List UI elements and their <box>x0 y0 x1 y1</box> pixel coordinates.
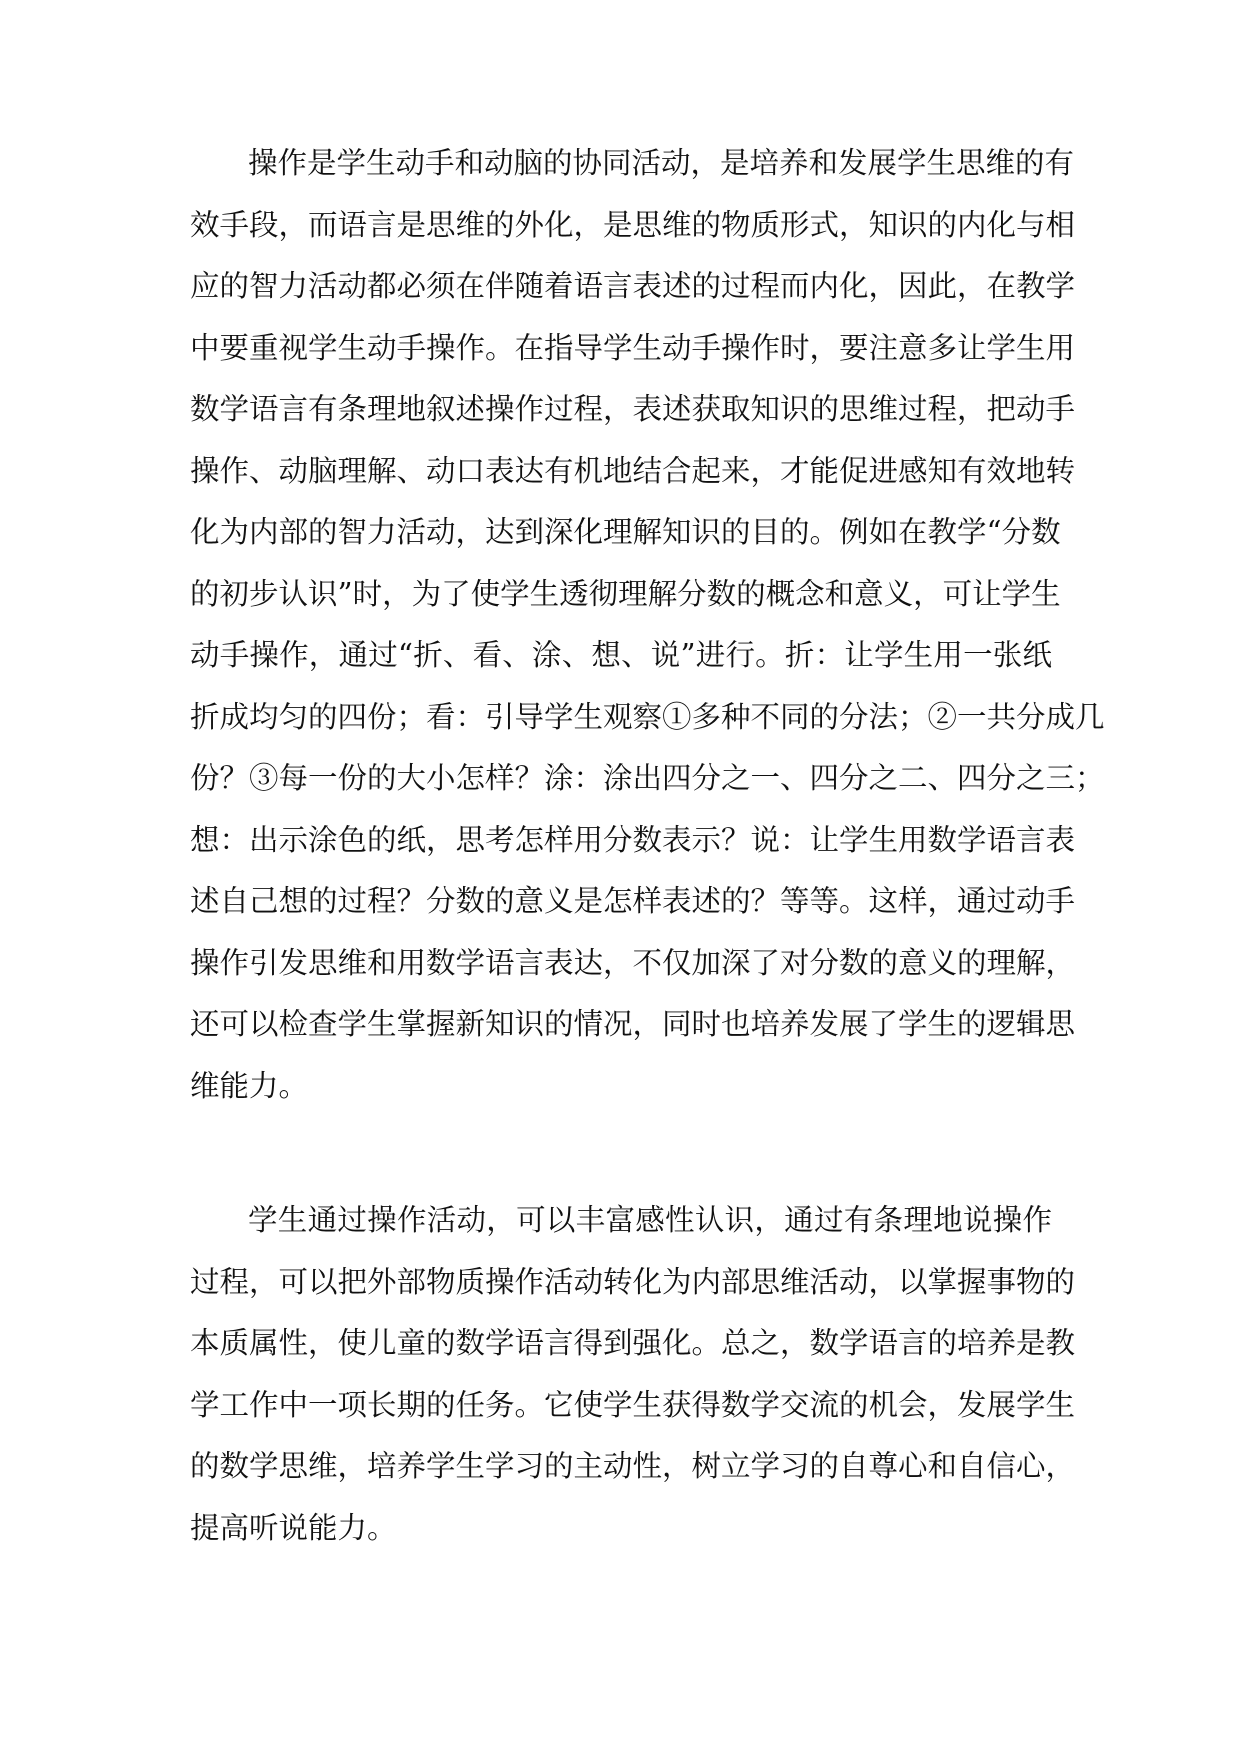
paragraph-line: 操作是学生动手和动脑的协同活动，是培养和发展学生思维的有 <box>248 146 1075 180</box>
paragraph-line: 折成均匀的四份；看：引导学生观察①多种不同的分法；②一共分成几 <box>190 699 1105 734</box>
paragraph-line: 应的智力活动都必须在伴随着语言表述的过程而内化，因此，在教学 <box>190 269 1076 303</box>
paragraph-line: 动手操作，通过“折、看、涂、想、说”进行。折：让学生用一张纸 <box>190 638 1052 672</box>
paragraph-line: 化为内部的智力活动，达到深化理解知识的目的。例如在教学“分数 <box>190 515 1061 549</box>
paragraph-line: 维能力。 <box>190 1068 309 1103</box>
paragraph-line: 学生通过操作活动，可以丰富感性认识，通过有条理地说操作 <box>248 1203 1052 1237</box>
paragraph-2 <box>190 1197 1076 1566</box>
paragraph-line: 学工作中一项长期的任务。它使学生获得数学交流的机会，发展学生 <box>190 1387 1076 1422</box>
paragraph-line: 的初步认识”时，为了使学生透彻理解分数的概念和意义，可让学生 <box>190 576 1061 611</box>
paragraph-line: 份？③每一份的大小怎样？涂：涂出四分之一、四分之二、四分之三； <box>190 761 1105 795</box>
paragraph-line: 述自己想的过程？分数的意义是怎样表述的？等等。这样，通过动手 <box>190 884 1076 918</box>
paragraph-line: 中要重视学生动手操作。在指导学生动手操作时，要注意多让学生用 <box>190 330 1076 365</box>
paragraph-line: 想：出示涂色的纸，思考怎样用分数表示？说：让学生用数学语言表 <box>190 822 1076 857</box>
paragraph-line: 过程，可以把外部物质操作活动转化为内部思维活动，以掌握事物的 <box>190 1264 1076 1299</box>
paragraph-line: 数学语言有条理地叙述操作过程，表述获取知识的思维过程，把动手 <box>190 392 1076 426</box>
paragraph-line: 操作引发思维和用数学语言表达，不仅加深了对分数的意义的理解， <box>190 945 1076 980</box>
paragraph-line: 效手段，而语言是思维的外化，是思维的物质形式，知识的内化与相 <box>190 207 1076 242</box>
paragraph-1 <box>190 140 1105 1124</box>
paragraph-line: 还可以检查学生掌握新知识的情况，同时也培养发展了学生的逻辑思 <box>190 1007 1076 1041</box>
paragraph-line: 本质属性，使儿童的数学语言得到强化。总之，数学语言的培养是教 <box>190 1326 1076 1360</box>
paragraph-line: 的数学思维，培养学生学习的主动性，树立学习的自尊心和自信心， <box>190 1449 1076 1483</box>
paragraph-line: 操作、动脑理解、动口表达有机地结合起来，才能促进感知有效地转 <box>190 453 1076 488</box>
paragraph-line: 提高听说能力。 <box>190 1510 397 1545</box>
